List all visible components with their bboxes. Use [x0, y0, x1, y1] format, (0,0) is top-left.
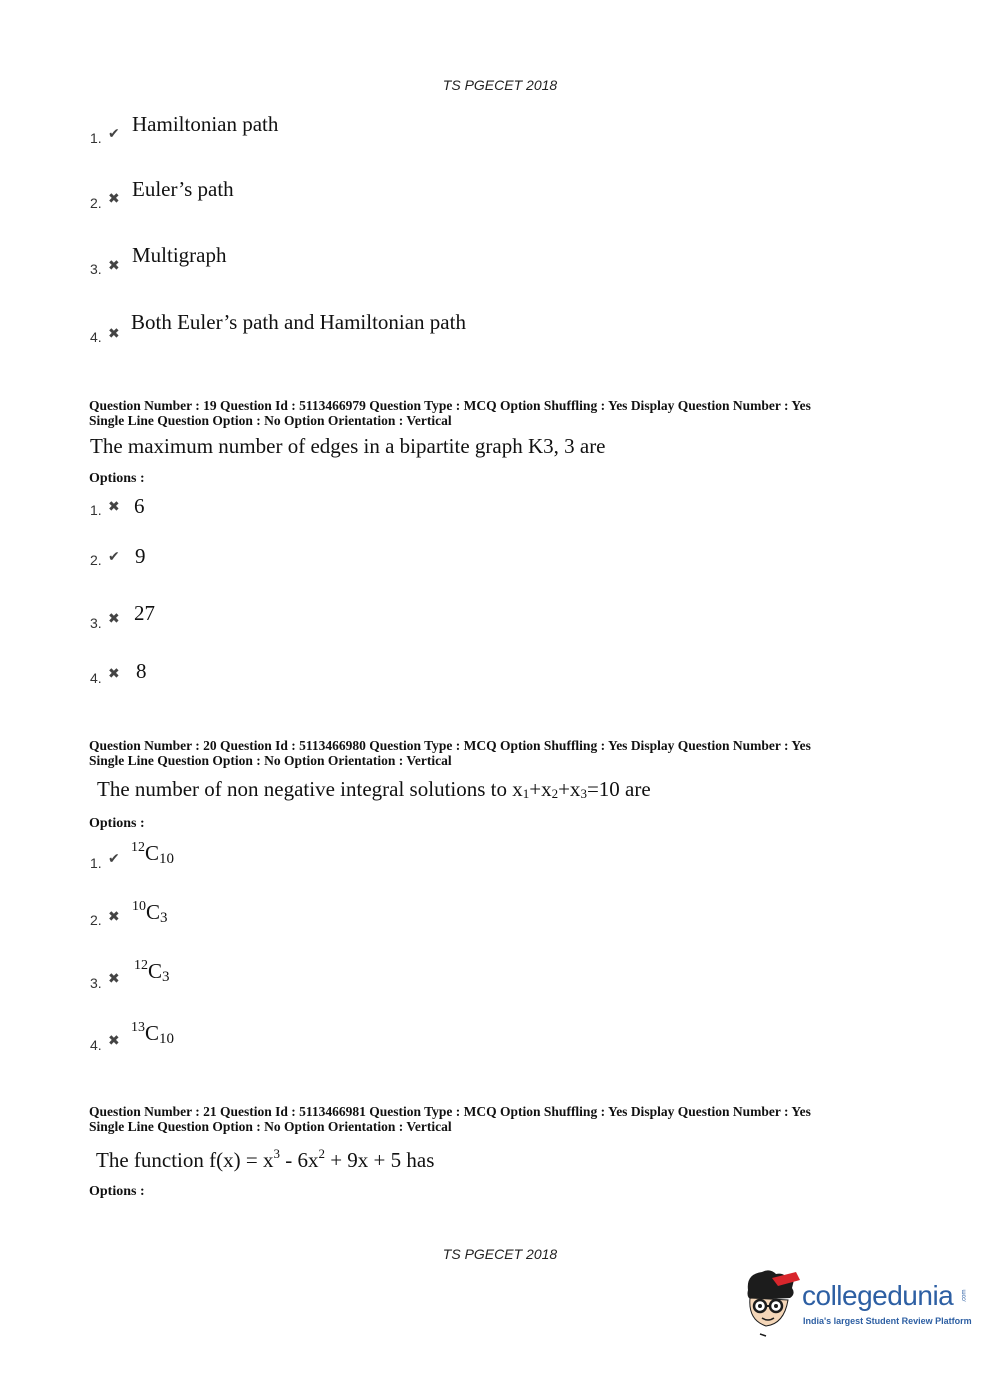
superscript: 12 — [131, 840, 145, 855]
cross-icon: ✖ — [108, 326, 120, 342]
cross-icon: ✖ — [108, 499, 120, 515]
question-text — [97, 777, 651, 802]
option-text — [131, 1020, 174, 1048]
question-text-suffix: =10 are — [586, 777, 651, 801]
superscript: 10 — [132, 899, 146, 914]
question-text-part: - 6x — [279, 1148, 319, 1172]
question-text-part: +x — [529, 777, 552, 801]
combination-symbol: C — [145, 841, 160, 865]
option-text: Euler’s path — [132, 177, 234, 201]
brand-tagline: India's largest Student Review Platform — [803, 1316, 972, 1326]
option-number: 1. — [90, 502, 102, 518]
option-number: 3. — [90, 975, 102, 991]
question-text-part: + 9x + 5 has — [324, 1148, 435, 1172]
subscript: 2 — [551, 786, 559, 801]
option-text: 27 — [134, 601, 155, 625]
cross-icon: ✖ — [108, 611, 120, 627]
question-meta — [89, 1104, 811, 1134]
option-text: Hamiltonian path — [132, 112, 279, 136]
option-text: 8 — [136, 659, 147, 683]
question-meta-line1: Question Number : 19 Question Id : 5113466979 Question Type : MCQ Option Shuffling : Yes Display Question Number : Yes — [89, 398, 811, 413]
options-label: Options : — [89, 471, 145, 486]
combination-symbol: C — [145, 1021, 160, 1045]
brand-name: collegedunia — [802, 1280, 954, 1311]
check-icon: ✔ — [108, 851, 120, 867]
question-meta — [89, 398, 811, 428]
question-text — [96, 1146, 434, 1173]
subscript: 3 — [162, 969, 170, 985]
options-label: Options : — [89, 1184, 145, 1199]
question-text-prefix: The number of non negative integral solutions to x — [97, 777, 523, 801]
option-number: 1. — [90, 855, 102, 871]
subscript: 10 — [159, 851, 175, 867]
option-number: 4. — [90, 329, 102, 345]
superscript: 13 — [131, 1020, 145, 1035]
option-text: Both Euler’s path and Hamiltonian path — [131, 310, 466, 334]
subscript: 3 — [160, 910, 168, 926]
options-label: Options : — [89, 816, 145, 831]
cross-icon: ✖ — [108, 1033, 120, 1049]
option-number: 4. — [90, 1037, 102, 1053]
option-text: Multigraph — [132, 243, 227, 267]
question-meta-line2: Single Line Question Option : No Option Orientation : Vertical — [89, 413, 452, 428]
brand-domain: .com — [961, 1289, 968, 1303]
question-text-part: The function f(x) = x — [96, 1148, 274, 1172]
question-meta-line2: Single Line Question Option : No Option Orientation : Vertical — [89, 753, 452, 768]
option-number: 3. — [90, 261, 102, 277]
option-number: 3. — [90, 615, 102, 631]
option-text — [132, 899, 168, 927]
superscript: 12 — [134, 958, 148, 973]
subscript: 10 — [159, 1031, 175, 1047]
page-footer: TS PGECET 2018 — [442, 1246, 558, 1262]
cross-icon: ✖ — [108, 191, 120, 207]
mascot-icon — [742, 1268, 800, 1338]
check-icon: ✔ — [108, 126, 120, 142]
question-text-part: +x — [558, 777, 581, 801]
subscript: 1 — [522, 786, 530, 801]
combination-symbol: C — [148, 959, 163, 983]
option-number: 4. — [90, 670, 102, 686]
question-meta-line1: Question Number : 21 Question Id : 5113466981 Question Type : MCQ Option Shuffling : Yes Display Question Number : Yes — [89, 1104, 811, 1119]
option-number: 2. — [90, 195, 102, 211]
option-text — [134, 958, 170, 986]
cross-icon: ✖ — [108, 258, 120, 274]
option-number: 2. — [90, 912, 102, 928]
option-text — [131, 840, 174, 868]
question-meta-line2: Single Line Question Option : No Option Orientation : Vertical — [89, 1119, 452, 1134]
cross-icon: ✖ — [108, 971, 120, 987]
subscript: 3 — [580, 786, 587, 801]
question-meta-line1: Question Number : 20 Question Id : 5113466980 Question Type : MCQ Option Shuffling : Yes Display Question Number : Yes — [89, 738, 811, 753]
collegedunia-logo — [742, 1268, 972, 1340]
question-meta — [89, 738, 811, 768]
combination-symbol: C — [146, 900, 161, 924]
cross-icon: ✖ — [108, 666, 120, 682]
option-text: 9 — [135, 544, 146, 568]
exponent: 3 — [273, 1146, 280, 1161]
option-text: 6 — [134, 494, 145, 518]
exponent: 2 — [318, 1146, 325, 1161]
page-header: TS PGECET 2018 — [442, 77, 558, 93]
question-text: The maximum number of edges in a bipartite graph K3, 3 are — [90, 434, 606, 458]
option-number: 1. — [90, 130, 102, 146]
cross-icon: ✖ — [108, 909, 120, 925]
option-number: 2. — [90, 552, 102, 568]
check-icon: ✔ — [108, 549, 120, 565]
